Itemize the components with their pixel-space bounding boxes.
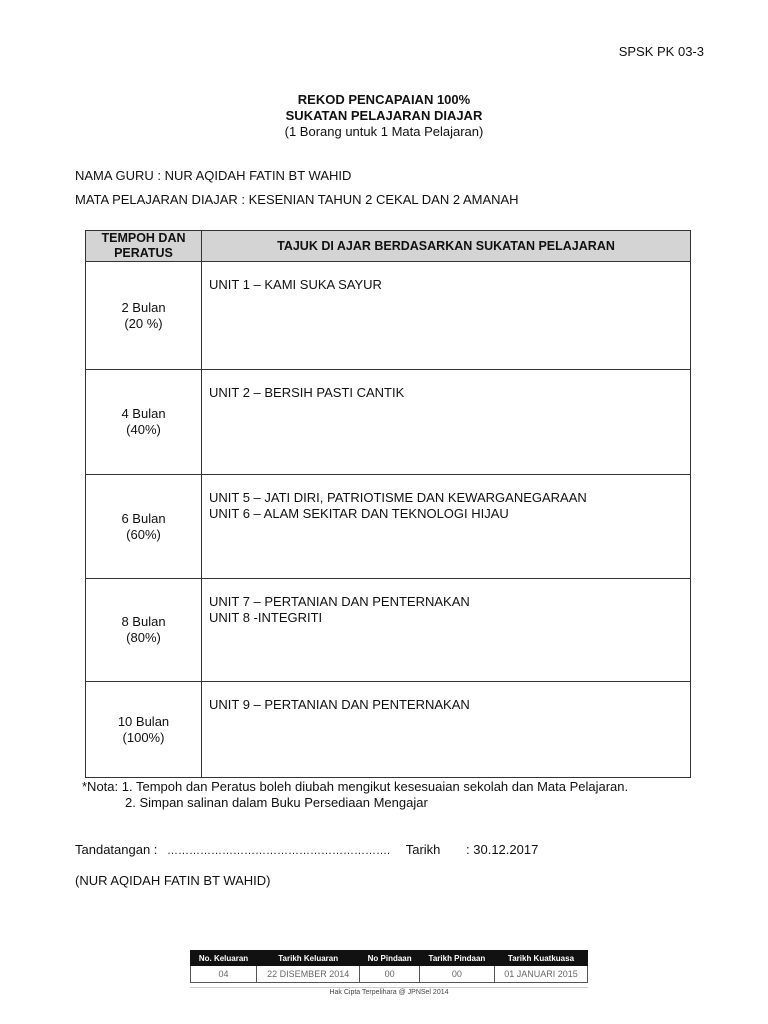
revision-value: 04 <box>191 966 257 983</box>
percent-label: (80%) <box>126 630 161 645</box>
topic-item: UNIT 1 – KAMI SUKA SAYUR <box>209 277 382 292</box>
topic-item: UNIT 6 – ALAM SEKITAR DAN TEKNOLOGI HIJAU <box>209 506 509 521</box>
percent-label: (60%) <box>126 526 161 542</box>
table-row <box>86 262 691 370</box>
table-row <box>86 579 691 682</box>
topic-item: UNIT 8 -INTEGRITI <box>209 610 323 625</box>
note-2: 2. Simpan salinan dalam Buku Persediaan Mengajar <box>125 795 428 810</box>
revision-header: No. Keluaran <box>191 951 257 966</box>
note-1: *Nota: 1. Tempoh dan Peratus boleh diubah mengikut kesesuaian sekolah dan Mata Pelajaran. <box>82 779 629 794</box>
period-label: 2 Bulan <box>121 299 166 315</box>
period-label: 10 Bulan <box>117 713 170 729</box>
teacher-name-line: NAMA GURU : NUR AQIDAH FATIN BT WAHID <box>75 168 352 183</box>
topic-item: UNIT 9 – PERTANIAN DAN PENTERNAKAN <box>209 697 470 712</box>
signature-dots: ……………………………………………………. <box>167 845 391 857</box>
table-row <box>86 682 691 778</box>
topics-cell <box>202 370 691 475</box>
revision-value: 00 <box>419 966 494 983</box>
signature-line <box>75 842 538 857</box>
signature-label: Tandatangan : <box>75 842 158 857</box>
period-cell <box>86 475 202 579</box>
topics-cell <box>202 475 691 579</box>
header-period <box>86 231 202 262</box>
percent-label: (40%) <box>126 422 161 437</box>
header-topics: TAJUK DI AJAR BERDASARKAN SUKATAN PELAJARAN <box>202 231 691 262</box>
revision-header-row <box>191 951 588 966</box>
period-cell <box>86 579 202 682</box>
signatory-name: (NUR AQIDAH FATIN BT WAHID) <box>75 873 271 888</box>
percent-label: (20 %) <box>124 315 163 331</box>
revision-header: Tarikh Kuatkuasa <box>494 951 587 966</box>
copyright-text: Hak Cipta Terpelihara @ JPNSel 2014 <box>190 987 588 996</box>
table-row <box>86 370 691 475</box>
period-label: 8 Bulan <box>121 614 166 629</box>
syllabus-table <box>85 230 691 778</box>
revision-value: 00 <box>360 966 420 983</box>
revision-header: Tarikh Keluaran <box>257 951 360 966</box>
header-period-line-2: PERATUS <box>114 246 173 260</box>
topic-item: UNIT 2 – BERSIH PASTI CANTIK <box>209 385 405 400</box>
table-row <box>86 475 691 579</box>
title-block <box>0 92 768 140</box>
title-line-2: SUKATAN PELAJARAN DIAJAR <box>285 108 483 123</box>
percent-label: (100%) <box>122 729 165 745</box>
revision-header: No Pindaan <box>360 951 420 966</box>
title-line-3: (1 Borang untuk 1 Mata Pelajaran) <box>284 124 484 139</box>
topics-cell <box>202 262 691 370</box>
revision-value-row <box>191 966 588 983</box>
period-cell <box>86 262 202 370</box>
period-label: 6 Bulan <box>121 510 166 526</box>
revision-value: 22 DISEMBER 2014 <box>257 966 360 983</box>
header-period-line-1: TEMPOH DAN <box>101 231 186 245</box>
topic-item: UNIT 7 – PERTANIAN DAN PENTERNAKAN <box>209 594 470 609</box>
document-code: SPSK PK 03-3 <box>618 44 704 59</box>
topics-cell <box>202 579 691 682</box>
subject-line: MATA PELAJARAN DIAJAR : KESENIAN TAHUN 2 CEKAL DAN 2 AMANAH <box>75 192 519 207</box>
date-label: Tarikh <box>405 842 441 857</box>
notes <box>82 779 628 811</box>
date-value: : 30.12.2017 <box>466 842 539 857</box>
title-line-1: REKOD PENCAPAIAN 100% <box>297 92 471 107</box>
period-cell <box>86 682 202 778</box>
revision-header: Tarikh Pindaan <box>419 951 494 966</box>
period-cell <box>86 370 202 475</box>
revision-value: 01 JANUARI 2015 <box>494 966 587 983</box>
topic-item: UNIT 5 – JATI DIRI, PATRIOTISME DAN KEWARGANEGARAAN <box>209 490 587 505</box>
topics-cell <box>202 682 691 778</box>
period-label: 4 Bulan <box>121 406 166 421</box>
table-header-row <box>86 231 691 262</box>
revision-table <box>190 950 588 983</box>
